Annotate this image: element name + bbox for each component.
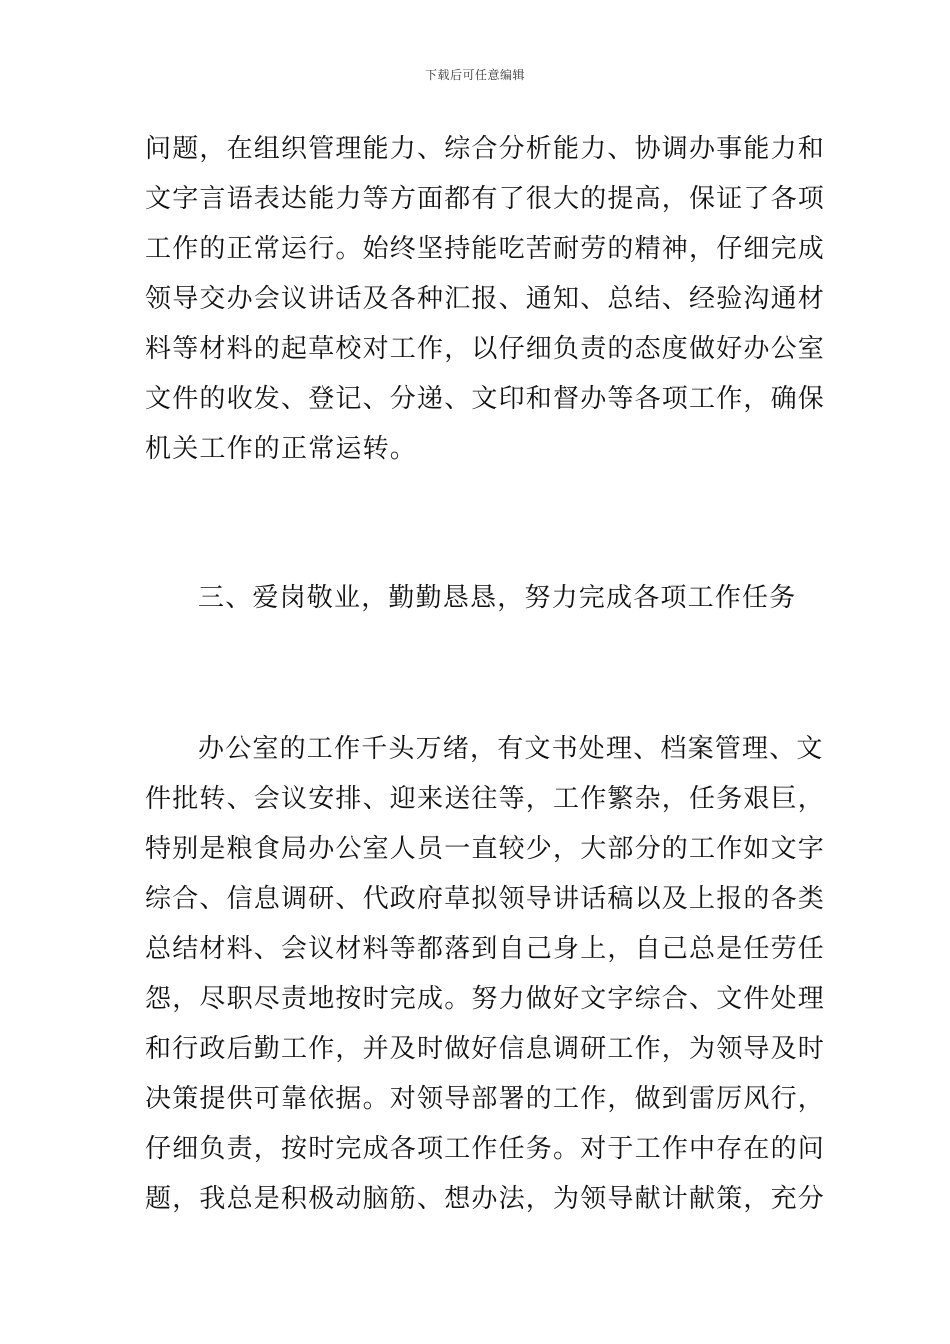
paragraph-2-line-6: 怨，尽职尽责地按时完成。努力做好文字综合、文件处理 [145, 984, 826, 1014]
paragraph-2-line-8: 决策提供可靠依据。对领导部署的工作，做到雷厉风行， [145, 1084, 826, 1114]
paragraph-2-line-1: 办公室的工作千头万绪，有文书处理、档案管理、文 [198, 734, 824, 764]
paragraph-1-line-3: 工作的正常运行。始终坚持能吃苦耐劳的精神，仔细完成 [145, 234, 826, 264]
paragraph-2-line-3: 特别是粮食局办公室人员一直较少，大部分的工作如文字 [145, 834, 826, 864]
paragraph-2-line-2: 件批转、会议安排、迎来送往等，工作繁杂，任务艰巨， [145, 784, 826, 814]
section-heading: 三、爱岗敬业，勤勤恳恳，努力完成各项工作任务 [198, 583, 797, 613]
paragraph-1-line-6: 文件的收发、登记、分递、文印和督办等各项工作，确保 [145, 384, 826, 414]
paragraph-2-line-10: 题，我总是积极动脑筋、想办法，为领导献计献策，充分 [145, 1184, 826, 1214]
paragraph-1-line-1: 问题，在组织管理能力、综合分析能力、协调办事能力和 [145, 134, 826, 164]
paragraph-1-line-5: 料等材料的起草校对工作，以仔细负责的态度做好办公室 [145, 334, 826, 364]
paragraph-2-line-7: 和行政后勤工作，并及时做好信息调研工作，为领导及时 [145, 1034, 826, 1064]
paragraph-2-line-9: 仔细负责，按时完成各项工作任务。对于工作中存在的问 [145, 1134, 826, 1164]
paragraph-1-line-4: 领导交办会议讲话及各种汇报、通知、总结、经验沟通材 [145, 284, 826, 314]
paragraph-1-line-7: 机关工作的正常运转。 [145, 434, 418, 464]
paragraph-1-line-2: 文字言语表达能力等方面都有了很大的提高，保证了各项 [145, 184, 826, 214]
paragraph-2-line-4: 综合、信息调研、代政府草拟领导讲话稿以及上报的各类 [145, 884, 826, 914]
paragraph-2-line-5: 总结材料、会议材料等都落到自己身上，自己总是任劳任 [145, 934, 826, 964]
page-header-note: 下载后可任意编辑 [424, 68, 525, 82]
